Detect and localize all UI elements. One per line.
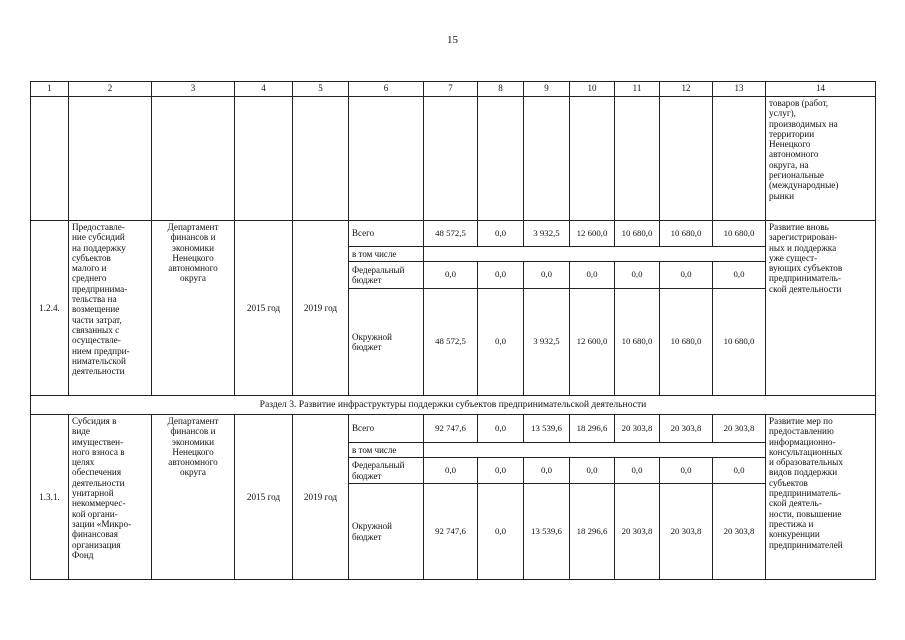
value-cell: 92 747,6 (424, 484, 478, 580)
section-header-row (31, 396, 876, 415)
value-cell: 0,0 (424, 458, 478, 484)
empty-cell (713, 97, 766, 221)
page-number: 15 (447, 34, 458, 46)
value-cell: 20 303,8 (615, 415, 660, 443)
value-cell: 0,0 (713, 458, 766, 484)
continuation-row (31, 97, 876, 221)
measure-name: Предоставле- ние субсидий на поддержку субъектов малого и среднего предпринима- тельства на возмещение части затрат, связанных с осуществле- нием предпри- нимательской деятельности (69, 221, 152, 396)
col-number: 3 (152, 82, 235, 97)
funding-source-label: Всего (349, 221, 424, 247)
item-number: 1.3.1. (31, 415, 69, 580)
value-cell: 18 296,6 (570, 484, 615, 580)
value-cell: 0,0 (478, 484, 524, 580)
value-cell: 20 303,8 (713, 484, 766, 580)
value-cell: 10 680,0 (660, 289, 713, 396)
value-cell: 10 680,0 (713, 221, 766, 247)
empty-cell (570, 97, 615, 221)
table-row (31, 221, 876, 247)
col-number: 8 (478, 82, 524, 97)
empty-cell (349, 97, 424, 221)
empty-cell (293, 97, 349, 221)
value-cell: 20 303,8 (615, 484, 660, 580)
column-number-row (31, 82, 876, 97)
col-number: 2 (69, 82, 152, 97)
funding-source-label: в том числе (349, 247, 424, 262)
value-cell: 13 539,6 (524, 484, 570, 580)
executor: Департамент финансов и экономики Ненецкого автономного округа (152, 415, 235, 580)
end-year: 2019 год (293, 221, 349, 396)
value-cell: 0,0 (478, 415, 524, 443)
funding-source-label: Всего (349, 415, 424, 443)
empty-cell (424, 97, 478, 221)
start-year: 2015 год (235, 415, 293, 580)
empty-cell (31, 97, 69, 221)
empty-cell (615, 97, 660, 221)
item-number: 1.2.4. (31, 221, 69, 396)
value-cell: 0,0 (478, 458, 524, 484)
col-number: 1 (31, 82, 69, 97)
value-cell: 0,0 (615, 262, 660, 289)
start-year: 2015 год (235, 221, 293, 396)
value-cell: 0,0 (524, 262, 570, 289)
col-number: 5 (293, 82, 349, 97)
value-cell: 0,0 (615, 458, 660, 484)
empty-cell (478, 97, 524, 221)
value-cell: 10 680,0 (713, 289, 766, 396)
empty-cell (424, 443, 766, 458)
col-number: 10 (570, 82, 615, 97)
col-number: 12 (660, 82, 713, 97)
program-measures-table (30, 81, 876, 580)
col-number: 11 (615, 82, 660, 97)
end-year: 2019 год (293, 415, 349, 580)
value-cell: 10 680,0 (615, 221, 660, 247)
col-number: 9 (524, 82, 570, 97)
value-cell: 0,0 (570, 262, 615, 289)
empty-cell (524, 97, 570, 221)
funding-source-label: Окружной бюджет (349, 484, 424, 580)
funding-source-label: в том числе (349, 443, 424, 458)
executor: Департамент финансов и экономики Ненецкого автономного округа (152, 221, 235, 396)
value-cell: 12 600,0 (570, 289, 615, 396)
funding-source-label: Окружной бюджет (349, 289, 424, 396)
value-cell: 0,0 (713, 262, 766, 289)
measure-name: Субсидия в виде имуществен- ного взноса в целях обеспечения деятельности унитарной некоммерчес- кой органи- зации «Микро- финансовая организация Фонд (69, 415, 152, 580)
value-cell: 0,0 (660, 458, 713, 484)
value-cell: 20 303,8 (660, 484, 713, 580)
value-cell: 0,0 (424, 262, 478, 289)
empty-cell (235, 97, 293, 221)
value-cell: 48 572,5 (424, 289, 478, 396)
empty-cell (69, 97, 152, 221)
value-cell: 0,0 (478, 262, 524, 289)
value-cell: 0,0 (570, 458, 615, 484)
col-number: 4 (235, 82, 293, 97)
expected-result: Развитие вновь зарегистрирован- ных и поддержка уже сущест- вующих субъектов предприниматель- ской деятельности (766, 221, 876, 396)
funding-source-label: Федеральный бюджет (349, 262, 424, 289)
value-cell: 20 303,8 (660, 415, 713, 443)
section-title: Раздел 3. Развитие инфраструктуры поддержки субъектов предпринимательской деятельности (31, 396, 876, 415)
value-cell: 10 680,0 (615, 289, 660, 396)
value-cell: 0,0 (478, 221, 524, 247)
empty-cell (424, 247, 766, 262)
col-number: 14 (766, 82, 876, 97)
col-number: 7 (424, 82, 478, 97)
value-cell: 3 932,5 (524, 221, 570, 247)
col-number: 13 (713, 82, 766, 97)
value-cell: 48 572,5 (424, 221, 478, 247)
value-cell: 0,0 (660, 262, 713, 289)
value-cell: 3 932,5 (524, 289, 570, 396)
value-cell: 20 303,8 (713, 415, 766, 443)
expected-result: Развитие мер по предоставлению информационно- консультационных и образовательных видов поддержки субъектов предприниматель- ской деятель- ности, повышение престижа и конкуренции предпринимателей (766, 415, 876, 580)
value-cell: 92 747,6 (424, 415, 478, 443)
expected-result-continued: товаров (работ, услуг), производимых на территории Ненецкого автономного округа, на региональные (международные) рынки (766, 97, 876, 221)
value-cell: 10 680,0 (660, 221, 713, 247)
table-row (31, 415, 876, 443)
value-cell: 18 296,6 (570, 415, 615, 443)
value-cell: 12 600,0 (570, 221, 615, 247)
empty-cell (660, 97, 713, 221)
value-cell: 13 539,6 (524, 415, 570, 443)
value-cell: 0,0 (524, 458, 570, 484)
value-cell: 0,0 (478, 289, 524, 396)
empty-cell (152, 97, 235, 221)
funding-source-label: Федеральный бюджет (349, 458, 424, 484)
col-number: 6 (349, 82, 424, 97)
